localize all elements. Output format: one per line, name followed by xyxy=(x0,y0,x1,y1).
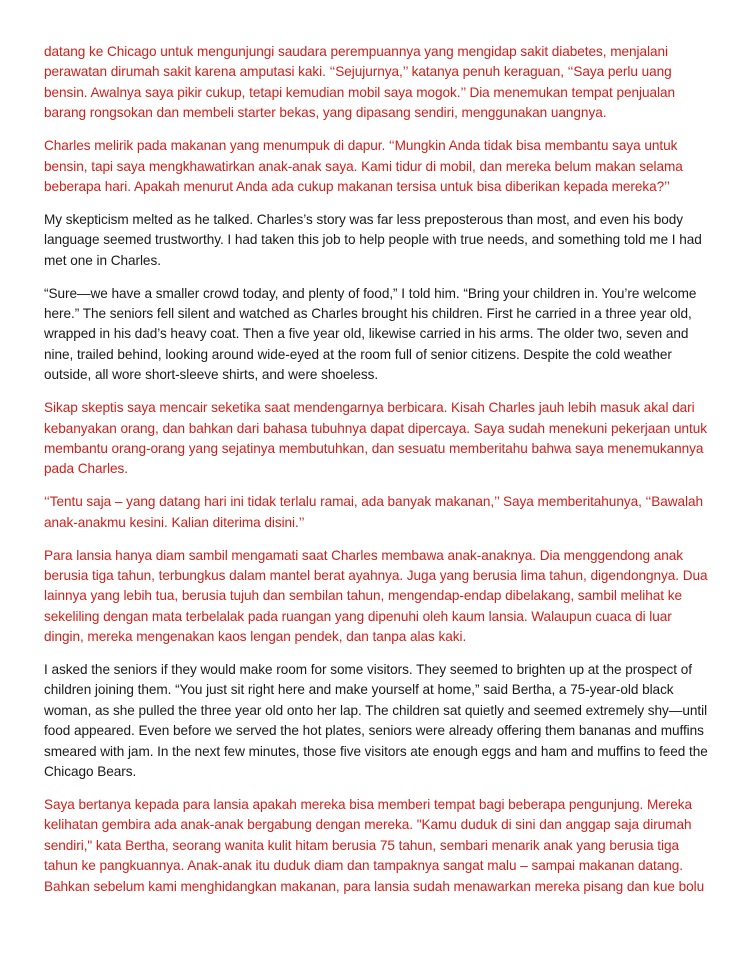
paragraph-translation: Sikap skeptis saya mencair seketika saat mendengarnya berbicara. Kisah Charles jauh lebih masuk akal dari kebanyakan orang, dan bahkan dari bahasa tubuhnya dapat dipercaya. Saya sudah menekuni pekerjaan untuk membantu orang-orang yang sejatinya membutuhkan, dan sesuatu memberitahu bahwa saya menemukannya pada Charles. xyxy=(44,400,707,477)
paragraph-translation: datang ke Chicago untuk mengunjungi saudara perempuannya yang mengidap sakit diabetes, menjalani perawatan dirumah sakit karena amputasi kaki. ‘‘Sejujurnya,’’ katanya penuh keraguan, ‘‘Saya perlu uang bensin. Awalnya saya pikir cukup, tetapi kemudian mobil saya mogok.’’ Dia menemukan tempat penjualan barang rongsokan dan membeli starter bekas, yang dipasang sendiri, menggunakan uangnya. xyxy=(44,44,675,121)
paragraph-translation: Para lansia hanya diam sambil mengamati saat Charles membawa anak-anaknya. Dia menggendong anak berusia tiga tahun, terbungkus dalam mantel berat ayahnya. Juga yang berusia lima tahun, digendongnya. Dua lainnya yang lebih tua, berusia tujuh dan sembilan tahun, mengendap-endap dibelakang, sambil melihat ke sekeliling dengan mata terbelalak pada ruangan yang dipenuhi oleh kaum lansia. Walaupun cuaca di luar dingin, mereka mengenakan kaos lengan pendek, dan tanpa alas kaki. xyxy=(44,547,708,645)
paragraph-translation: Saya bertanya kepada para lansia apakah mereka bisa memberi tempat bagi beberapa pengunjung. Mereka kelihatan gembira ada anak-anak bergabung dengan mereka. "Kamu duduk di sini dan anggap saja dirumah sendiri," kata Bertha, seorang wanita kulit hitam berusia 75 tahun, sembari menarik anak yang berusia tiga tahun ke pangkuannya. Anak-anak itu duduk diam dan tampaknya sangat malu – sampai makanan datang. Bahkan sebelum kami menghidangkan makanan, para lansia sudah menawarkan mereka pisang dan kue bolu xyxy=(44,797,705,894)
paragraph-translation: ‘‘Tentu saja – yang datang hari ini tidak terlalu ramai, ada banyak makanan,’’ Saya memberitahunya, ‘‘Bawalah anak-anakmu kesini. Kalian diterima disini.’’ xyxy=(44,494,704,530)
document-page xyxy=(44,42,712,910)
paragraph-original: I asked the seniors if they would make room for some visitors. They seemed to brighten up at the prospect of children joining them. “You just sit right here and make yourself at home,” said Bertha, a 75-year-old black woman, as she pulled the three year old onto her lap. The children sat quietly and seemed extremely shy—until food appeared. Even before we served the hot plates, seniors were already offering them bananas and muffins smeared with jam. In the next few minutes, those five visitors ate enough eggs and ham and muffins to feed the Chicago Bears. xyxy=(44,662,708,780)
paragraph-translation: Charles melirik pada makanan yang menumpuk di dapur. ‘‘Mungkin Anda tidak bisa membantu saya untuk bensin, tapi saya mengkhawatirkan anak-anak saya. Kami tidur di mobil, dan mereka belum makan selama beberapa hari. Apakah menurut Anda ada cukup makanan tersisa untuk bisa diberikan kepada mereka?’’ xyxy=(44,138,683,194)
paragraph-original: My skepticism melted as he talked. Charles’s story was far less preposterous than most, and even his body language seemed trustworthy. I had taken this job to help people with true needs, and something told me I had met one in Charles. xyxy=(44,211,702,268)
paragraph-original: “Sure—we have a smaller crowd today, and plenty of food,” I told him. “Bring your children in. You’re welcome here.” The seniors fell silent and watched as Charles brought his children. First he carried in a three year old, wrapped in his dad’s heavy coat. Then a five year old, likewise carried in his arms. The older two, seven and nine, trailed behind, looking around wide-eyed at the room full of senior citizens. Despite the cold weather outside, all wore short-sleeve shirts, and were shoeless. xyxy=(44,285,697,383)
